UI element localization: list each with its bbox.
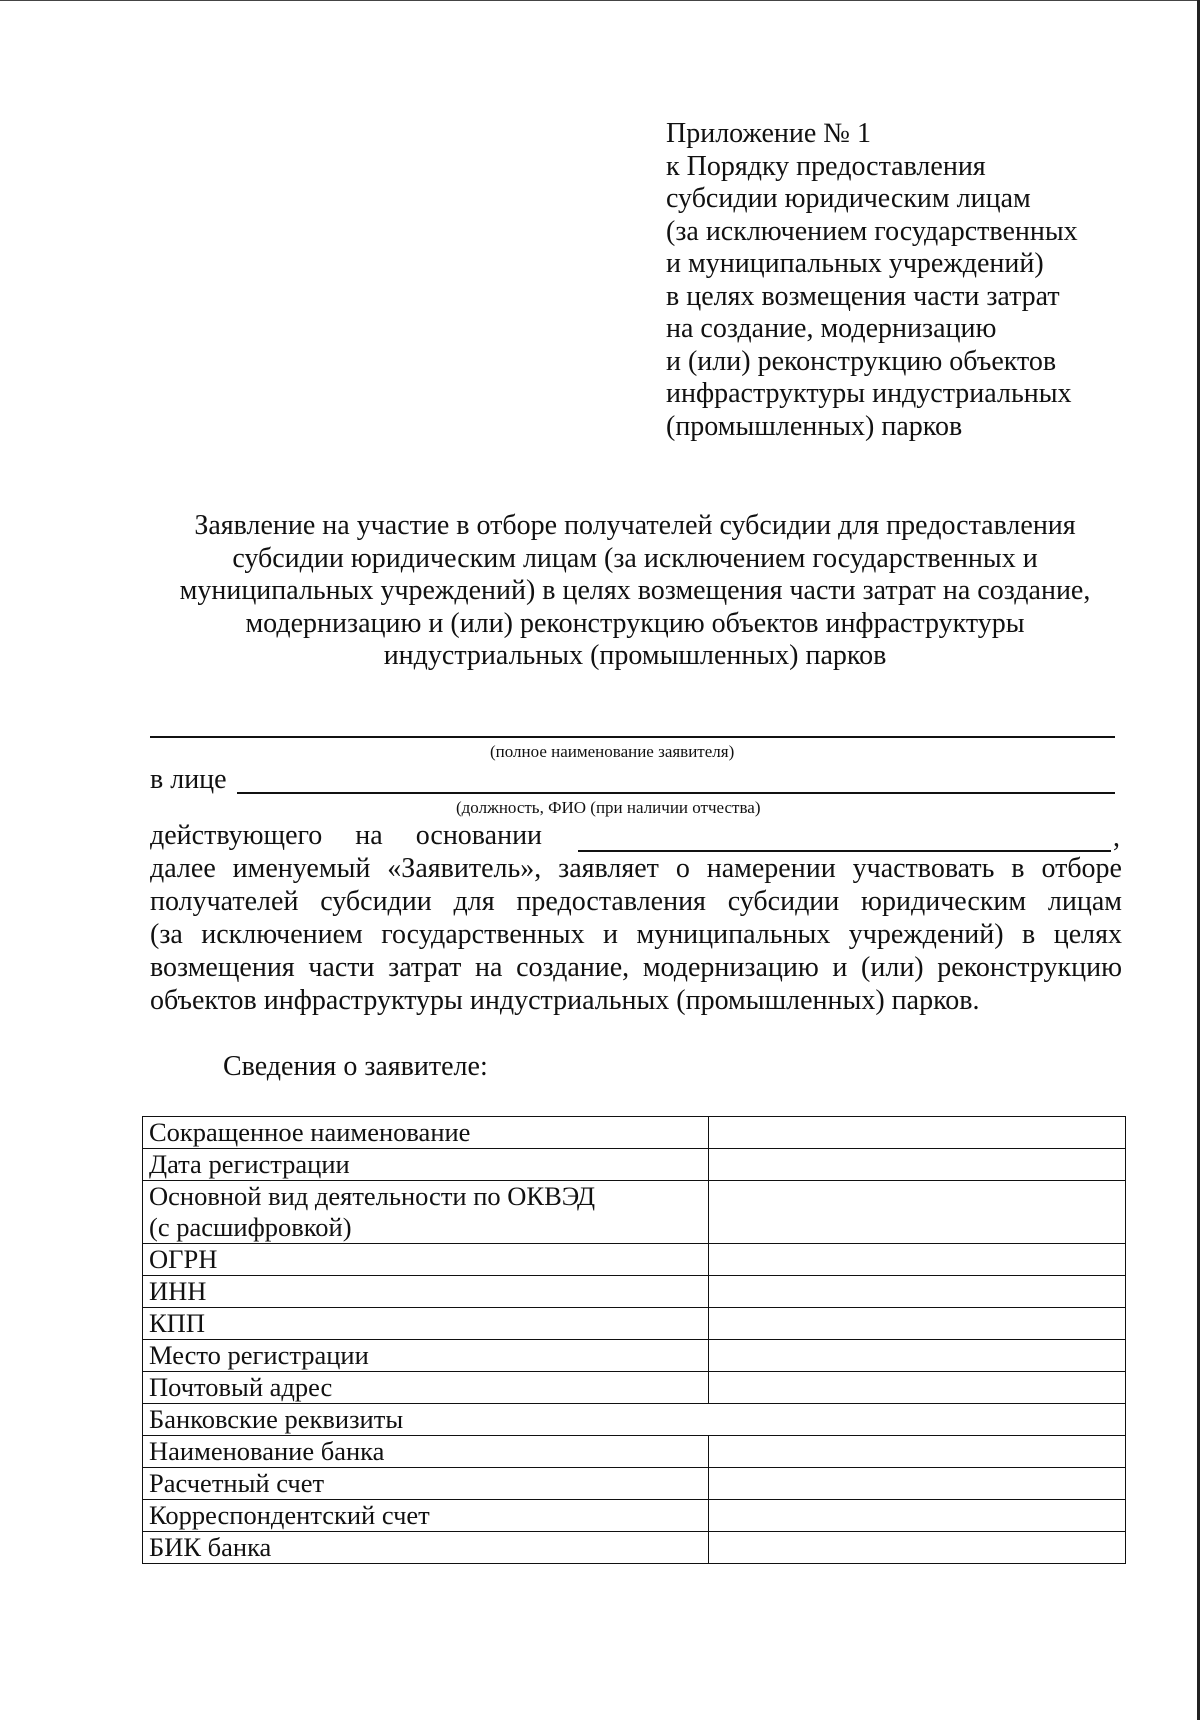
row-label: Расчетный счет xyxy=(143,1468,709,1500)
reg-date-value-cell[interactable] xyxy=(709,1149,1126,1181)
row-label: Сокращенное наименование xyxy=(143,1117,709,1149)
applicant-info-table xyxy=(142,1116,1126,1564)
row-label xyxy=(143,1181,709,1244)
statement-line: далее именуемый «Заявитель», заявляет о намерении участвовать в отборе xyxy=(150,853,1122,884)
representative-caption: (должность, ФИО (при наличии отчества) xyxy=(456,798,761,817)
table-row xyxy=(143,1181,1126,1244)
table-row xyxy=(143,1468,1126,1500)
statement-paragraph xyxy=(150,852,1122,1017)
appendix-line: (за исключением государственных xyxy=(666,215,1078,247)
appendix-line: и (или) реконструкцию объектов xyxy=(666,345,1057,377)
bik-value-cell[interactable] xyxy=(709,1532,1126,1564)
okved-value-cell[interactable] xyxy=(709,1181,1126,1244)
row-label: Корреспондентский счет xyxy=(143,1500,709,1532)
table-row xyxy=(143,1404,1126,1436)
appendix-line: субсидии юридическим лицам xyxy=(666,183,1031,214)
representative-line[interactable] xyxy=(237,792,1115,794)
info-section-heading: Сведения о заявителе: xyxy=(223,1051,488,1082)
bank-details-subheader: Банковские реквизиты xyxy=(143,1404,1126,1436)
table-row xyxy=(143,1532,1126,1564)
reg-place-value-cell[interactable] xyxy=(709,1340,1126,1372)
ogrn-value-cell[interactable] xyxy=(709,1244,1126,1276)
row-label: Наименование банка xyxy=(143,1436,709,1468)
statement-line: объектов инфраструктуры индустриальных (промышленных) парков. xyxy=(150,985,980,1016)
in-person-label: в лице xyxy=(150,764,227,795)
postal-address-value-cell[interactable] xyxy=(709,1372,1126,1404)
title-line: субсидии юридическим лицам (за исключением государственных и xyxy=(232,542,1038,574)
bank-name-value-cell[interactable] xyxy=(709,1436,1126,1468)
appendix-line: в целях возмещения части затрат xyxy=(666,280,1060,312)
document-title xyxy=(150,510,1120,673)
inn-value-cell[interactable] xyxy=(709,1276,1126,1308)
applicant-name-line[interactable] xyxy=(150,736,1115,738)
table-row xyxy=(143,1340,1126,1372)
table-row xyxy=(143,1500,1126,1532)
statement-line: возмещения части затрат на создание, модернизацию и (или) реконструкцию xyxy=(150,952,1122,983)
appendix-line: инфраструктуры индустриальных xyxy=(666,378,1072,409)
statement-line: (за исключением государственных и муниципальных учреждений) в целях xyxy=(150,919,1122,950)
okved-label-line1: Основной вид деятельности по ОКВЭД xyxy=(149,1181,596,1211)
title-line: модернизацию и (или) реконструкцию объектов инфраструктуры xyxy=(245,607,1025,639)
corr-account-value-cell[interactable] xyxy=(709,1500,1126,1532)
title-line: муниципальных учреждений) в целях возмещения части затрат на создание, xyxy=(179,575,1091,606)
statement-line: получателей субсидии для предоставления субсидии юридическим лицам xyxy=(150,886,1122,917)
appendix-header xyxy=(666,118,1136,443)
table-row xyxy=(143,1276,1126,1308)
row-label: Почтовый адрес xyxy=(143,1372,709,1404)
table-row xyxy=(143,1308,1126,1340)
appendix-line: на создание, модернизацию xyxy=(666,313,997,344)
row-label: КПП xyxy=(143,1308,709,1340)
table-row xyxy=(143,1372,1126,1404)
appendix-line: Приложение № 1 xyxy=(666,118,871,149)
row-label: Дата регистрации xyxy=(143,1149,709,1181)
row-label: БИК банка xyxy=(143,1532,709,1564)
table-row xyxy=(143,1244,1126,1276)
row-label: Место регистрации xyxy=(143,1340,709,1372)
appendix-line: к Порядку предоставления xyxy=(666,150,986,182)
row-label: ОГРН xyxy=(143,1244,709,1276)
basis-comma: , xyxy=(1113,822,1120,853)
table-row xyxy=(143,1149,1126,1181)
appendix-line: и муниципальных учреждений) xyxy=(666,248,1044,279)
short-name-value-cell[interactable] xyxy=(709,1117,1126,1149)
settlement-account-value-cell[interactable] xyxy=(709,1468,1126,1500)
acting-label xyxy=(150,820,550,852)
title-line: Заявление на участие в отборе получателей субсидии для предоставления xyxy=(194,510,1076,541)
appendix-line: (промышленных) парков xyxy=(666,410,963,442)
applicant-name-caption: (полное наименование заявителя) xyxy=(490,742,735,761)
table-row xyxy=(143,1117,1126,1149)
okved-label-line2: (с расшифровкой) xyxy=(149,1212,352,1242)
acting-label-text: действующего на основании xyxy=(150,820,543,851)
title-line: индустриальных (промышленных) парков xyxy=(383,640,887,671)
table-row xyxy=(143,1436,1126,1468)
row-label: ИНН xyxy=(143,1276,709,1308)
scan-edge-top xyxy=(0,0,1200,1)
kpp-value-cell[interactable] xyxy=(709,1308,1126,1340)
